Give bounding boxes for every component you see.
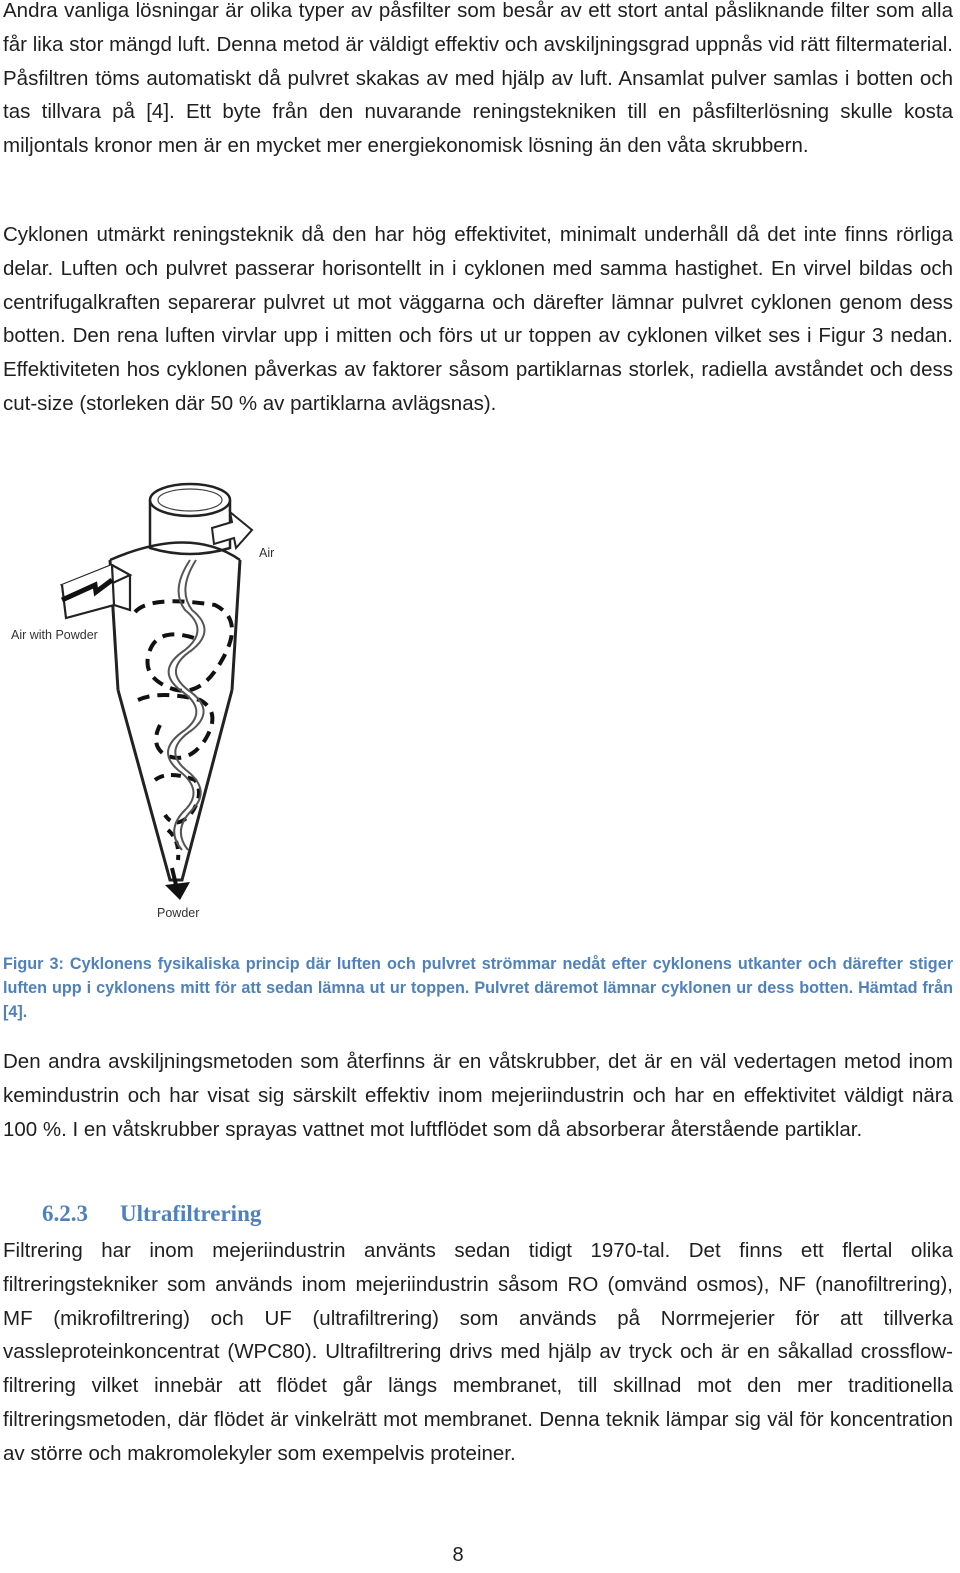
label-powder: Powder (157, 906, 200, 920)
page-number: 8 (452, 1544, 464, 1566)
paragraph-wet-scrubber: Den andra avskiljningsmetoden som återfinns är en våtskrubber, det är en väl vedertagen metod inom kemindustrin och har visat sig särskilt effektiv inom mejeriindustrin och har en effektivitet väldigt nära 100 %. I en våtskrubber sprayas vattnet mot luftflödet som då absorberar återstående partiklar. (3, 1050, 953, 1141)
section-heading (42, 1201, 261, 1227)
paragraph-cyclone: Cyklonen utmärkt reningsteknik då den har hög effektivitet, minimalt underhåll då det inte finns rörliga delar. Luften och pulvret passerar horisontellt in i cyklonen med samma hastighet. En virvel bildas och centrifugalkraften separerar pulvret ut mot väggarna och därefter lämnar pulvret cyklonen genom dess botten. Den rena luften virvlar upp i mitten och förs ut ur toppen av cyklonen vilket ses i Figur 3 nedan. Effektiviteten hos cyklonen påverkas av faktorer såsom partiklarnas storlek, radiella avståndet och dess cut-size (storleken där 50 % av partiklarna avlägsnas). (3, 223, 953, 415)
cyclone-diagram (0, 470, 300, 930)
section-number: 6.2.3 (42, 1201, 88, 1226)
figure-caption: Figur 3: Cyklonens fysikaliska princip där luften och pulvret strömmar nedåt efter cyklonens utkanter och därefter stiger luften upp i cyklonens mitt för att sedan lämna ut ur toppen. Pulvret däremot lämnar cyklonen ur dess botten. Hämtad från [4]. (3, 955, 953, 1021)
section-title: Ultrafiltrering (120, 1201, 262, 1226)
label-air-with-powder: Air with Powder (11, 628, 98, 642)
paragraph-bag-filters: Andra vanliga lösningar är olika typer av påsfilter som besår av ett stort antal påsliknande filter som alla får lika stor mängd luft. Denna metod är väldigt effektiv och avskiljningsgrad uppnås vid rätt filtermaterial. Påsfiltren töms automatiskt då pulvret skakas av med hjälp av luft. Ansamlat pulver samlas i botten och tas tillvara på [4]. Ett byte från den nuvarande reningstekniken till en påsfilterlösning skulle kosta miljontals kronor men är en mycket mer energiekonomisk lösning än den våta skrubbern. (3, 0, 953, 158)
paragraph-ultrafiltration: Filtrering har inom mejeriindustrin använts sedan tidigt 1970-tal. Det finns ett flertal olika filtreringstekniker som används inom mejeriindustrin såsom RO (omvänd osmos), NF (nanofiltrering), MF (mikrofiltrering) och UF (ultrafiltrering) som används på Norrmejerier för att tillverka vassleproteinkoncentrat (WPC80). Ultrafiltrering drivs med hjälp av tryck och är en såkallad crossflow-filtrering vilket innebär att flödet går längs membranet, till skillnad mot den mer traditionella filtreringsmetoden, där flödet är vinkelrätt mot membranet. Denna teknik lämpar sig väl för koncentration av större och makromolekyler som exempelvis proteiner. (3, 1239, 953, 1465)
label-air: Air (259, 546, 275, 560)
